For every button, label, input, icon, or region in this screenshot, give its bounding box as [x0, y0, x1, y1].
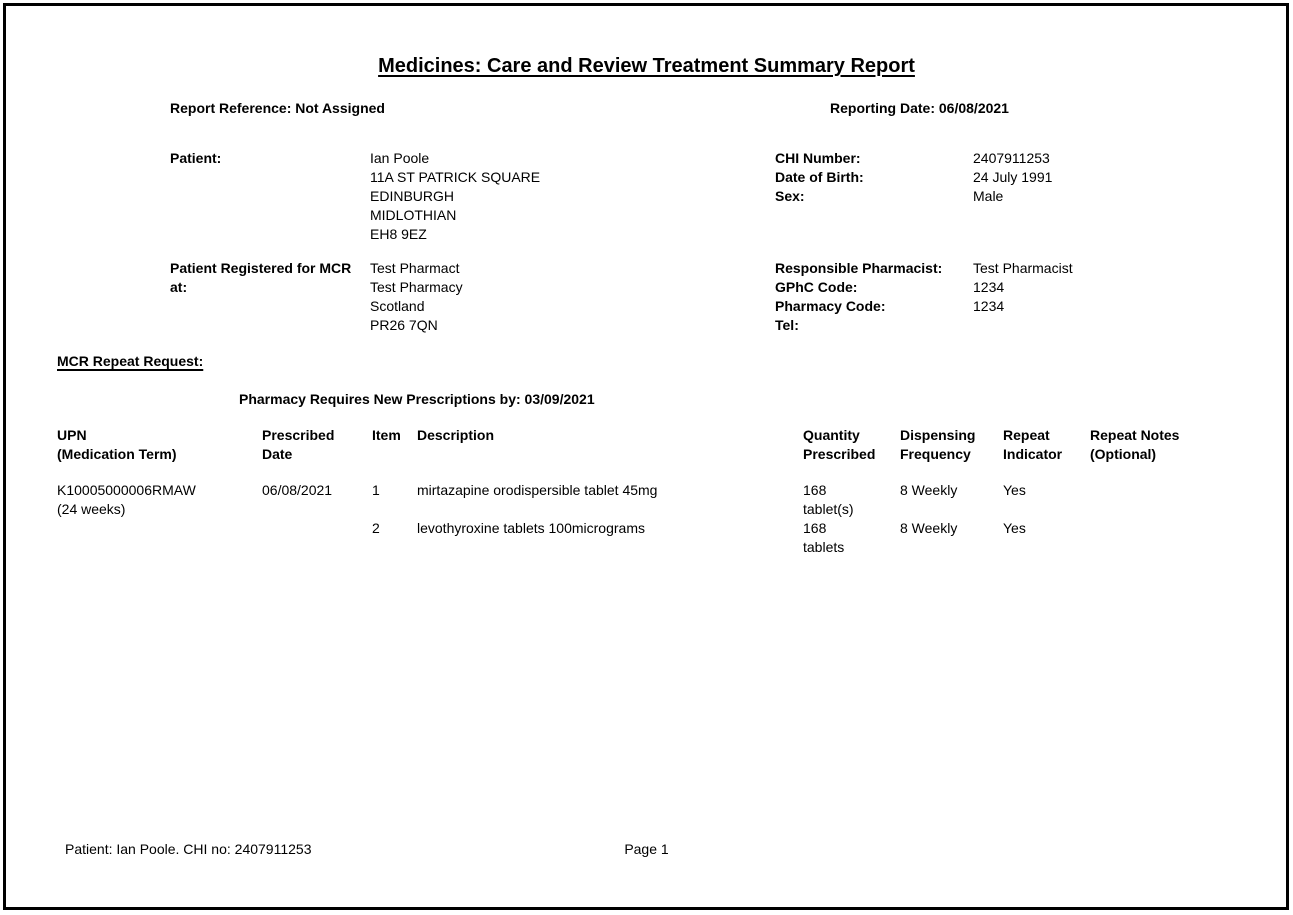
date-of-birth-value: 24 July 1991 [973, 169, 1053, 185]
sex-value: Male [973, 188, 1004, 204]
cell-repeat-indicator: Yes [1003, 482, 1026, 498]
medications-table-header [57, 426, 1253, 464]
footer-patient-summary: Patient: Ian Poole. CHI no: 2407911253 [65, 841, 312, 857]
date-of-birth-label: Date of Birth: [775, 169, 864, 185]
col-header-description: Description [417, 427, 495, 443]
cell-upn: K10005000006RMAW (24 weeks) [57, 482, 196, 517]
patient-address-line: MIDLOTHIAN [370, 207, 457, 223]
col-header-prescribed-date: Prescribed Date [262, 427, 335, 462]
prescriptions-required-by: Pharmacy Requires New Prescriptions by: 03/09/2021 [239, 391, 595, 407]
gphc-code-row [775, 278, 1073, 297]
col-header-repeat-notes: Repeat Notes (Optional) [1090, 427, 1180, 462]
gphc-code-value: 1234 [973, 279, 1005, 295]
patient-details-block [775, 149, 1052, 206]
patient-postcode: EH8 9EZ [370, 226, 427, 242]
patient-block [170, 149, 540, 244]
report-title: Medicines: Care and Review Treatment Summary Report [378, 55, 915, 77]
date-of-birth-row [775, 168, 1052, 187]
medications-table [57, 426, 1253, 557]
col-header-quantity-prescribed: Quantity Prescribed [803, 427, 876, 462]
registered-pharmacy-block [170, 259, 463, 335]
pharmacy-name-line: Test Pharmact [370, 260, 460, 276]
cell-quantity: 168 tablet(s) [803, 482, 854, 517]
sex-row [775, 187, 1052, 206]
sex-label: Sex: [775, 188, 805, 204]
col-header-dispensing-frequency: Dispensing Frequency [900, 427, 976, 462]
tel-label: Tel: [775, 317, 799, 333]
report-reference: Report Reference: Not Assigned [170, 100, 385, 116]
pharmacy-code-row [775, 297, 1073, 316]
chi-number-value: 2407911253 [973, 150, 1050, 166]
patient-name: Ian Poole [370, 150, 430, 166]
table-row [57, 519, 1253, 557]
responsible-pharmacist-row [775, 259, 1073, 278]
patient-address-line: EDINBURGH [370, 188, 455, 204]
cell-description: levothyroxine tablets 100micrograms [417, 520, 645, 536]
patient-address-line: 11A ST PATRICK SQUARE [370, 169, 541, 185]
col-header-repeat-indicator: Repeat Indicator [1003, 427, 1063, 462]
patient-address [370, 149, 540, 244]
cell-dispensing-frequency: 8 Weekly [900, 482, 958, 498]
pharmacist-details-block [775, 259, 1073, 335]
cell-repeat-indicator: Yes [1003, 520, 1026, 536]
registered-pharmacy-label: Patient Registered for MCR at: [170, 260, 352, 295]
footer-page-number: Page 1 [624, 841, 669, 857]
col-header-item: Item [372, 427, 401, 443]
tel-row [775, 316, 1073, 335]
pharmacy-name-line: Test Pharmacy [370, 279, 463, 295]
chi-number-label: CHI Number: [775, 150, 861, 166]
table-row [57, 481, 1253, 519]
cell-dispensing-frequency: 8 Weekly [900, 520, 958, 536]
gphc-code-label: GPhC Code: [775, 279, 858, 295]
col-header-upn: UPN (Medication Term) [57, 427, 177, 462]
pharmacy-address-line: Scotland [370, 298, 425, 314]
mcr-repeat-request-heading: MCR Repeat Request: [57, 353, 204, 369]
pharmacy-code-value: 1234 [973, 298, 1005, 314]
cell-quantity: 168 tablets [803, 520, 845, 555]
patient-label: Patient: [170, 150, 222, 166]
reporting-date: Reporting Date: 06/08/2021 [830, 100, 1009, 116]
pharmacy-code-label: Pharmacy Code: [775, 298, 886, 314]
responsible-pharmacist-label: Responsible Pharmacist: [775, 260, 943, 276]
registered-pharmacy-address [370, 259, 463, 335]
cell-item: 2 [372, 520, 380, 536]
responsible-pharmacist-value: Test Pharmacist [973, 260, 1073, 276]
cell-description: mirtazapine orodispersible tablet 45mg [417, 482, 658, 498]
chi-number-row [775, 149, 1052, 168]
cell-prescribed-date: 06/08/2021 [262, 482, 333, 498]
pharmacy-postcode: PR26 7QN [370, 317, 438, 333]
cell-item: 1 [372, 482, 380, 498]
